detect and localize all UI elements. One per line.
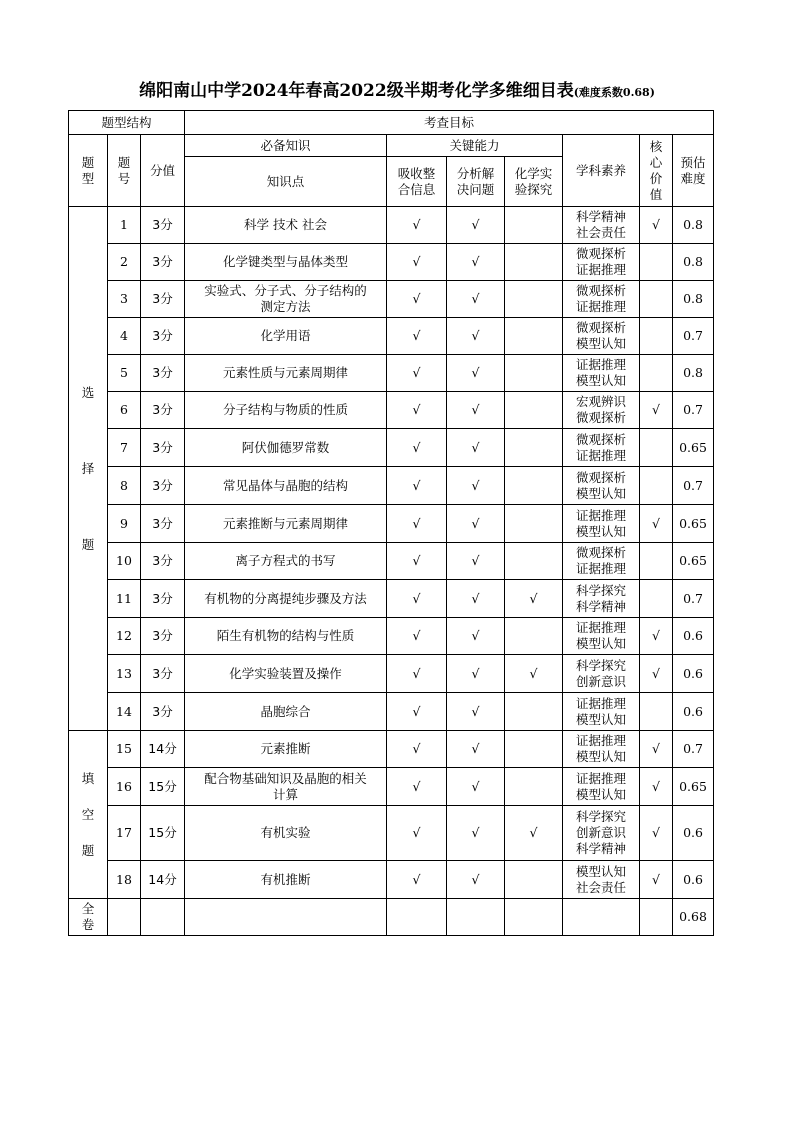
cell-core-value: √ xyxy=(640,861,673,899)
table-row xyxy=(69,693,714,731)
total-row xyxy=(69,899,714,936)
cell-ability-3 xyxy=(505,467,563,505)
cell-difficulty: 0.7 xyxy=(673,318,714,355)
cell-core-value: √ xyxy=(640,655,673,693)
cell-knowledge-point: 有机物的分离提纯步骤及方法 xyxy=(185,580,387,618)
cell-literacy: 证据推理 模型认知 xyxy=(563,618,640,655)
cell-literacy: 微观探析 模型认知 xyxy=(563,318,640,355)
section-label-char: 选 xyxy=(81,384,95,400)
cell-score: 3分 xyxy=(141,244,185,281)
cell-difficulty: 0.8 xyxy=(673,281,714,318)
cell-number: 17 xyxy=(108,806,141,861)
cell-number: 5 xyxy=(108,355,141,392)
table-row xyxy=(69,244,714,281)
cell-ability-2: √ xyxy=(447,861,505,899)
cell-ability-3 xyxy=(505,731,563,768)
cell-literacy: 证据推理 模型认知 xyxy=(563,693,640,731)
cell-core-value xyxy=(640,467,673,505)
table-row xyxy=(69,392,714,429)
cell-score: 3分 xyxy=(141,618,185,655)
cell-difficulty: 0.65 xyxy=(673,429,714,467)
cell-core-value: √ xyxy=(640,207,673,244)
section-label-char: 题 xyxy=(81,842,95,858)
cell-knowledge-point: 晶胞综合 xyxy=(185,693,387,731)
section-label-char: 题 xyxy=(81,536,95,552)
cell-ability-1: √ xyxy=(387,731,447,768)
header-ability: 关键能力 xyxy=(387,135,563,157)
total-empty-cell xyxy=(185,899,387,936)
cell-ability-2: √ xyxy=(447,467,505,505)
total-empty-cell xyxy=(447,899,505,936)
section-label-char: 填 xyxy=(81,770,95,786)
table-row xyxy=(69,355,714,392)
cell-core-value xyxy=(640,429,673,467)
section-label xyxy=(69,731,108,899)
header-literacy: 学科素养 xyxy=(563,135,640,207)
cell-number: 3 xyxy=(108,281,141,318)
cell-difficulty: 0.6 xyxy=(673,806,714,861)
cell-knowledge-point: 阿伏伽德罗常数 xyxy=(185,429,387,467)
cell-number: 14 xyxy=(108,693,141,731)
cell-ability-2: √ xyxy=(447,355,505,392)
title-main: 绵阳南山中学2024年春高2022级半期考化学多维细目表 xyxy=(139,81,574,101)
cell-core-value: √ xyxy=(640,731,673,768)
table-row xyxy=(69,655,714,693)
table-row xyxy=(69,467,714,505)
cell-core-value: √ xyxy=(640,768,673,806)
cell-ability-2: √ xyxy=(447,207,505,244)
cell-number: 16 xyxy=(108,768,141,806)
cell-number: 18 xyxy=(108,861,141,899)
total-empty-cell xyxy=(108,899,141,936)
cell-literacy: 证据推理 模型认知 xyxy=(563,355,640,392)
total-label: 全 卷 xyxy=(69,899,108,936)
cell-ability-1: √ xyxy=(387,505,447,543)
table-row xyxy=(69,281,714,318)
cell-difficulty: 0.65 xyxy=(673,543,714,580)
cell-knowledge-point: 离子方程式的书写 xyxy=(185,543,387,580)
cell-ability-2: √ xyxy=(447,768,505,806)
cell-score: 3分 xyxy=(141,207,185,244)
header-structure: 题型结构 xyxy=(69,111,185,135)
cell-ability-3 xyxy=(505,505,563,543)
cell-core-value xyxy=(640,244,673,281)
header-number: 题 号 xyxy=(108,135,141,207)
total-empty-cell xyxy=(640,899,673,936)
cell-ability-3 xyxy=(505,207,563,244)
header-ability-2: 分析解 决问题 xyxy=(447,157,505,207)
cell-knowledge-point: 分子结构与物质的性质 xyxy=(185,392,387,429)
cell-ability-3: √ xyxy=(505,655,563,693)
cell-core-value: √ xyxy=(640,806,673,861)
cell-score: 3分 xyxy=(141,318,185,355)
total-difficulty: 0.68 xyxy=(673,899,714,936)
cell-score: 15分 xyxy=(141,768,185,806)
cell-literacy: 微观探析 证据推理 xyxy=(563,429,640,467)
cell-ability-3 xyxy=(505,768,563,806)
cell-core-value: √ xyxy=(640,618,673,655)
cell-difficulty: 0.7 xyxy=(673,580,714,618)
section-label-char: 空 xyxy=(81,806,95,822)
cell-ability-1: √ xyxy=(387,618,447,655)
cell-number: 8 xyxy=(108,467,141,505)
cell-ability-3 xyxy=(505,392,563,429)
table-row xyxy=(69,429,714,467)
cell-knowledge-point: 实验式、分子式、分子结构的 测定方法 xyxy=(185,281,387,318)
cell-number: 4 xyxy=(108,318,141,355)
section-label xyxy=(69,207,108,731)
cell-ability-2: √ xyxy=(447,505,505,543)
cell-ability-1: √ xyxy=(387,580,447,618)
section-label-char: 择 xyxy=(81,460,95,476)
cell-ability-2: √ xyxy=(447,806,505,861)
total-empty-cell xyxy=(387,899,447,936)
total-empty-cell xyxy=(505,899,563,936)
cell-core-value: √ xyxy=(640,392,673,429)
cell-knowledge-point: 常见晶体与晶胞的结构 xyxy=(185,467,387,505)
cell-knowledge-point: 元素性质与元素周期律 xyxy=(185,355,387,392)
cell-score: 3分 xyxy=(141,655,185,693)
cell-ability-3 xyxy=(505,281,563,318)
table-row xyxy=(69,861,714,899)
cell-score: 3分 xyxy=(141,467,185,505)
cell-score: 3分 xyxy=(141,543,185,580)
cell-knowledge-point: 配合物基础知识及晶胞的相关 计算 xyxy=(185,768,387,806)
cell-ability-2: √ xyxy=(447,693,505,731)
cell-difficulty: 0.6 xyxy=(673,618,714,655)
cell-ability-1: √ xyxy=(387,318,447,355)
cell-core-value xyxy=(640,318,673,355)
cell-ability-2: √ xyxy=(447,281,505,318)
header-type: 题 型 xyxy=(69,135,108,207)
cell-difficulty: 0.7 xyxy=(673,467,714,505)
cell-ability-2: √ xyxy=(447,655,505,693)
cell-ability-3: √ xyxy=(505,806,563,861)
cell-score: 3分 xyxy=(141,392,185,429)
cell-ability-2: √ xyxy=(447,392,505,429)
table-row xyxy=(69,207,714,244)
cell-literacy: 科学探究 科学精神 xyxy=(563,580,640,618)
table-row xyxy=(69,543,714,580)
title-note: (难度系数0.68) xyxy=(573,86,655,99)
cell-difficulty: 0.8 xyxy=(673,355,714,392)
cell-core-value xyxy=(640,580,673,618)
cell-literacy: 宏观辨识 微观探析 xyxy=(563,392,640,429)
header-core-value: 核 心 价 值 xyxy=(640,135,673,207)
cell-literacy: 证据推理 模型认知 xyxy=(563,768,640,806)
cell-literacy: 微观探析 模型认知 xyxy=(563,467,640,505)
cell-ability-1: √ xyxy=(387,693,447,731)
cell-ability-3 xyxy=(505,244,563,281)
header-difficulty: 预估 难度 xyxy=(673,135,714,207)
cell-ability-1: √ xyxy=(387,655,447,693)
cell-core-value xyxy=(640,693,673,731)
table-row xyxy=(69,731,714,768)
total-empty-cell xyxy=(563,899,640,936)
cell-ability-3 xyxy=(505,861,563,899)
cell-ability-1: √ xyxy=(387,244,447,281)
cell-knowledge-point: 化学键类型与晶体类型 xyxy=(185,244,387,281)
page-title xyxy=(0,76,794,101)
cell-difficulty: 0.8 xyxy=(673,207,714,244)
cell-ability-2: √ xyxy=(447,731,505,768)
cell-knowledge-point: 有机实验 xyxy=(185,806,387,861)
table-row xyxy=(69,505,714,543)
cell-ability-1: √ xyxy=(387,392,447,429)
cell-score: 3分 xyxy=(141,580,185,618)
cell-number: 11 xyxy=(108,580,141,618)
cell-score: 3分 xyxy=(141,693,185,731)
header-goal: 考查目标 xyxy=(185,111,714,135)
cell-literacy: 微观探析 证据推理 xyxy=(563,244,640,281)
cell-ability-3 xyxy=(505,318,563,355)
cell-ability-3 xyxy=(505,355,563,392)
cell-ability-3 xyxy=(505,429,563,467)
cell-ability-1: √ xyxy=(387,768,447,806)
cell-ability-2: √ xyxy=(447,580,505,618)
cell-number: 15 xyxy=(108,731,141,768)
cell-difficulty: 0.6 xyxy=(673,655,714,693)
cell-ability-1: √ xyxy=(387,429,447,467)
cell-literacy: 证据推理 模型认知 xyxy=(563,505,640,543)
cell-ability-1: √ xyxy=(387,467,447,505)
cell-ability-3: √ xyxy=(505,580,563,618)
cell-number: 6 xyxy=(108,392,141,429)
cell-knowledge-point: 陌生有机物的结构与性质 xyxy=(185,618,387,655)
cell-ability-1: √ xyxy=(387,543,447,580)
cell-ability-3 xyxy=(505,543,563,580)
cell-literacy: 微观探析 证据推理 xyxy=(563,543,640,580)
cell-number: 9 xyxy=(108,505,141,543)
cell-literacy: 证据推理 模型认知 xyxy=(563,731,640,768)
cell-core-value xyxy=(640,355,673,392)
header-knowledge: 必备知识 xyxy=(185,135,387,157)
cell-ability-1: √ xyxy=(387,281,447,318)
cell-score: 3分 xyxy=(141,505,185,543)
header-ability-1: 吸收整 合信息 xyxy=(387,157,447,207)
cell-literacy: 科学探究 创新意识 xyxy=(563,655,640,693)
cell-knowledge-point: 有机推断 xyxy=(185,861,387,899)
cell-difficulty: 0.7 xyxy=(673,392,714,429)
cell-ability-1: √ xyxy=(387,355,447,392)
cell-literacy: 科学精神 社会责任 xyxy=(563,207,640,244)
cell-difficulty: 0.65 xyxy=(673,505,714,543)
header-knowledge-point: 知识点 xyxy=(185,157,387,207)
cell-core-value: √ xyxy=(640,505,673,543)
cell-difficulty: 0.7 xyxy=(673,731,714,768)
cell-core-value xyxy=(640,281,673,318)
cell-ability-3 xyxy=(505,618,563,655)
cell-ability-2: √ xyxy=(447,618,505,655)
table-row xyxy=(69,768,714,806)
cell-ability-1: √ xyxy=(387,806,447,861)
cell-knowledge-point: 科学 技术 社会 xyxy=(185,207,387,244)
cell-literacy: 科学探究 创新意识 科学精神 xyxy=(563,806,640,861)
table-row xyxy=(69,806,714,861)
cell-ability-2: √ xyxy=(447,543,505,580)
cell-ability-2: √ xyxy=(447,244,505,281)
total-empty-cell xyxy=(141,899,185,936)
cell-ability-3 xyxy=(505,693,563,731)
cell-score: 3分 xyxy=(141,355,185,392)
cell-ability-1: √ xyxy=(387,207,447,244)
cell-core-value xyxy=(640,543,673,580)
cell-knowledge-point: 化学实验装置及操作 xyxy=(185,655,387,693)
cell-number: 13 xyxy=(108,655,141,693)
table-row xyxy=(69,618,714,655)
cell-ability-2: √ xyxy=(447,429,505,467)
cell-number: 10 xyxy=(108,543,141,580)
cell-difficulty: 0.8 xyxy=(673,244,714,281)
cell-number: 12 xyxy=(108,618,141,655)
cell-number: 1 xyxy=(108,207,141,244)
cell-literacy: 模型认知 社会责任 xyxy=(563,861,640,899)
table-row xyxy=(69,318,714,355)
cell-knowledge-point: 元素推断与元素周期律 xyxy=(185,505,387,543)
header-ability-3: 化学实 验探究 xyxy=(505,157,563,207)
cell-number: 2 xyxy=(108,244,141,281)
header-score: 分值 xyxy=(141,135,185,207)
cell-number: 7 xyxy=(108,429,141,467)
cell-ability-1: √ xyxy=(387,861,447,899)
table-row xyxy=(69,580,714,618)
specification-table xyxy=(68,110,714,936)
cell-difficulty: 0.6 xyxy=(673,861,714,899)
cell-score: 3分 xyxy=(141,429,185,467)
cell-difficulty: 0.65 xyxy=(673,768,714,806)
cell-score: 15分 xyxy=(141,806,185,861)
cell-score: 14分 xyxy=(141,731,185,768)
cell-knowledge-point: 化学用语 xyxy=(185,318,387,355)
cell-score: 14分 xyxy=(141,861,185,899)
cell-literacy: 微观探析 证据推理 xyxy=(563,281,640,318)
cell-knowledge-point: 元素推断 xyxy=(185,731,387,768)
cell-score: 3分 xyxy=(141,281,185,318)
cell-difficulty: 0.6 xyxy=(673,693,714,731)
cell-ability-2: √ xyxy=(447,318,505,355)
